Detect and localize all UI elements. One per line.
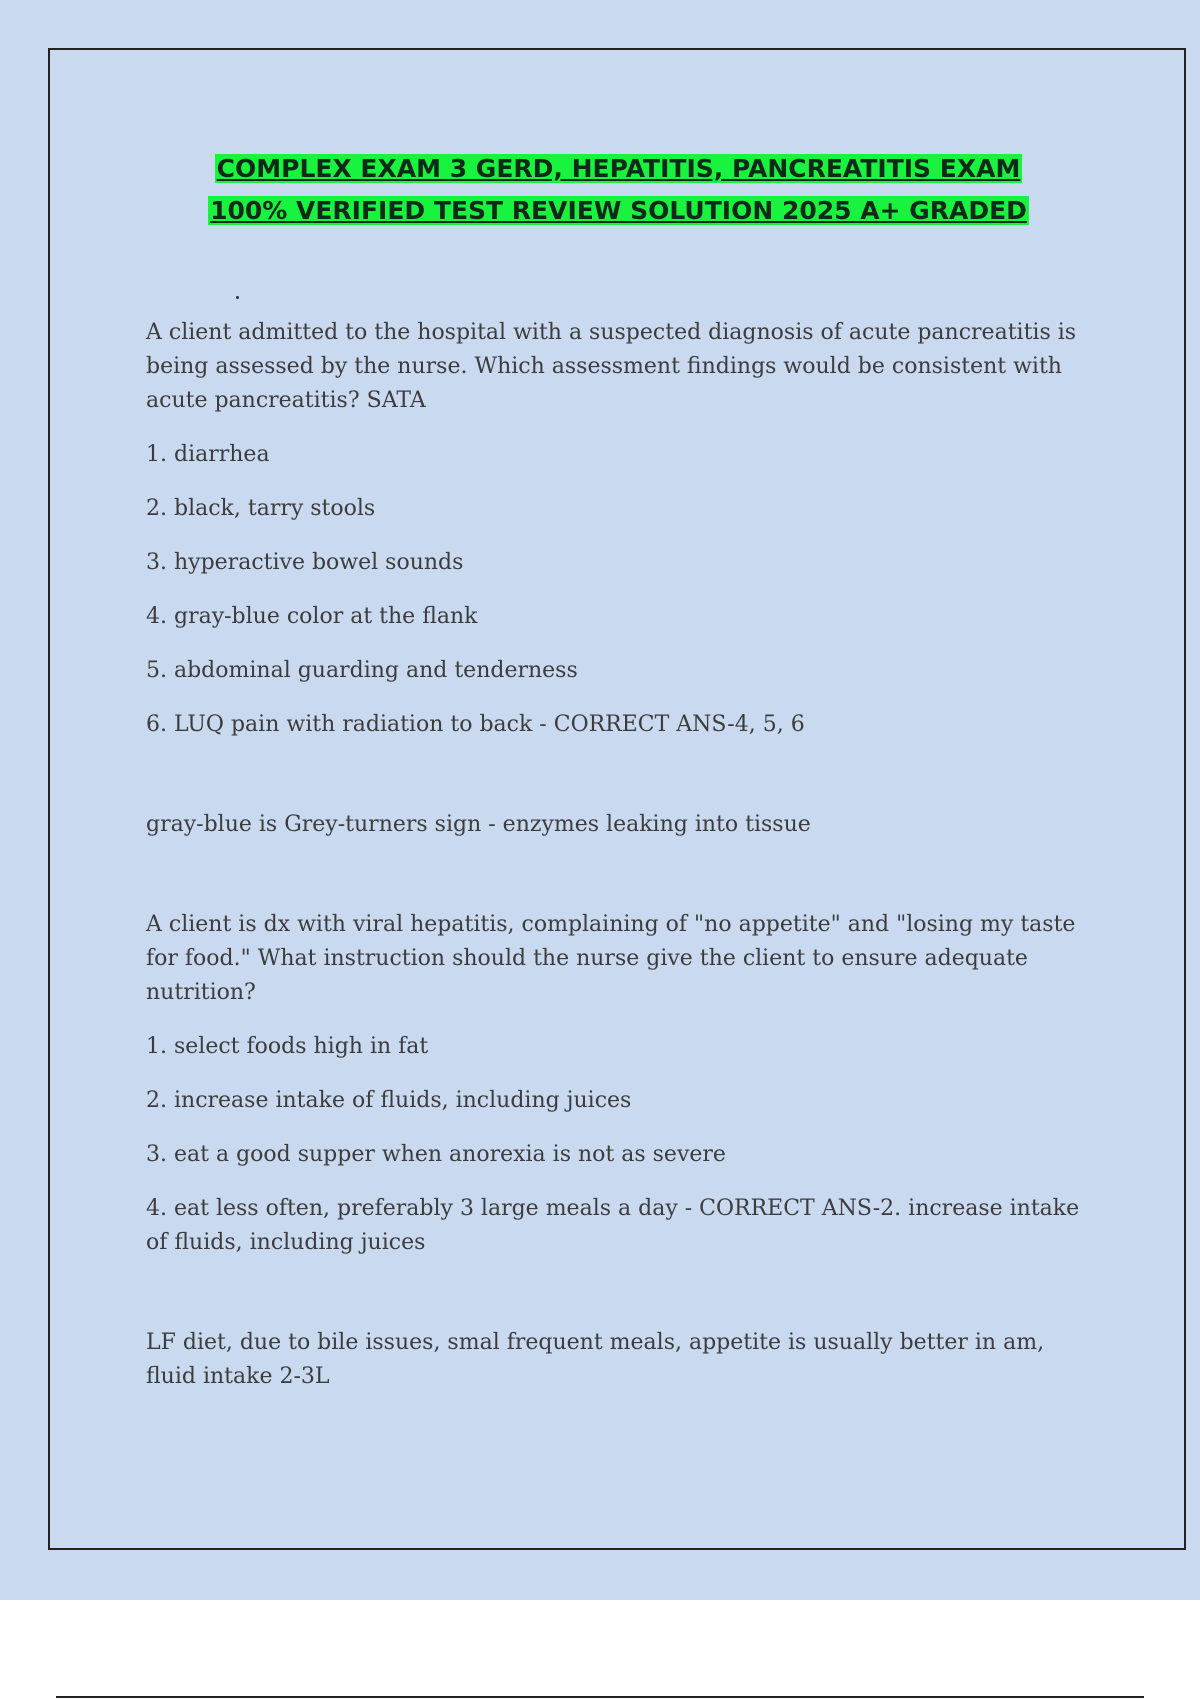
title-line-2: 100% VERIFIED TEST REVIEW SOLUTION 2025 A+ GRADED [210,196,1027,225]
question-1-rationale: gray-blue is Grey-turners sign - enzymes leaking into tissue [146,812,811,837]
document-title [0,148,1200,232]
question-1-option: 1. diarrhea [146,442,270,467]
stray-dot [236,296,239,299]
question-1-option: 2. black, tarry stools [146,496,376,521]
document-body [146,316,1086,1394]
question-2-text: A client is dx with viral hepatitis, complaining of "no appetite" and "losing my taste for food." What instruction should the nurse give the client to ensure adequate nutrition? [146,912,1076,1005]
question-2-answer: 4. eat less often, preferably 3 large meals a day - CORRECT ANS-2. increase intake of fluids, including juices [146,1196,1080,1255]
footer-rule [56,1696,1144,1698]
question-1-option: 5. abdominal guarding and tenderness [146,658,578,683]
question-2-option: 1. select foods high in fat [146,1034,429,1059]
question-2-rationale: LF diet, due to bile issues, smal frequent meals, appetite is usually better in am, fluid intake 2-3L [146,1330,1045,1389]
title-line-1: COMPLEX EXAM 3 GERD, HEPATITIS, PANCREATITIS EXAM [216,154,1021,183]
question-2-option: 2. increase intake of fluids, including juices [146,1088,632,1113]
question-2-option: 3. eat a good supper when anorexia is not as severe [146,1142,726,1167]
question-1-option: 3. hyperactive bowel sounds [146,550,464,575]
question-1-text: A client admitted to the hospital with a suspected diagnosis of acute pancreatitis is being assessed by the nurse. Which assessment findings would be consistent with acute pancreatitis? SATA [146,320,1077,413]
question-1-option: 4. gray-blue color at the flank [146,604,478,629]
question-1-answer: 6. LUQ pain with radiation to back - CORRECT ANS-4, 5, 6 [146,712,805,737]
